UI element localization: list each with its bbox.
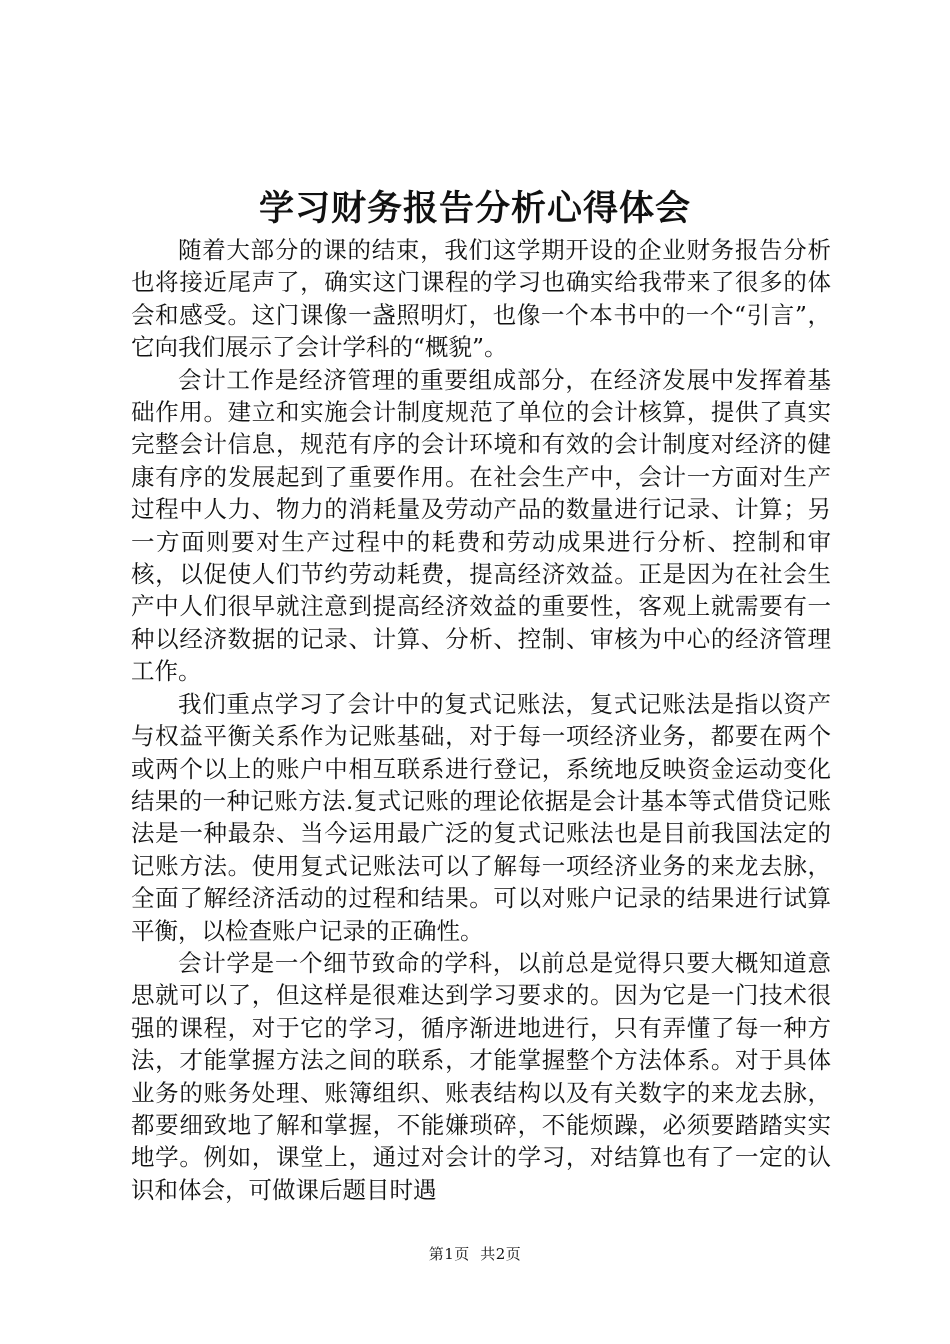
- document-title: 学习财务报告分析心得体会: [258, 188, 691, 229]
- paragraph-4: 会计学是一个细节致命的学科，以前总是觉得只要大概知道意思就可以了，但这样是很难达到学习要求的。因为它是一门技术很强的课程，对于它的学习，循序渐进地进行，只有弄懂了每一种方法，才能掌握方法之间的联系，才能掌握整个方法体系。对于具体业务的账务处理、账簿组织、账表结构以及有关数字的来龙去脉，都要细致地了解和掌握，不能嫌琐碎，不能烦躁，必须要踏踏实实地学。例如，课堂上，通过对会计的学习，对结算也有了一定的认识和体会，可做课后题目时遇: [131, 948, 831, 1204]
- document-body: [131, 234, 831, 1206]
- page-footer: 第1页 共2页: [428, 1245, 522, 1263]
- paragraph-1: 随着大部分的课的结束，我们这学期开设的企业财务报告分析也将接近尾声了，确实这门课程的学习也确实给我带来了很多的体会和感受。这门课像一盏照明灯，也像一个本书中的一个“引言”，它向我们展示了会计学科的“概貌”。: [131, 236, 831, 362]
- paragraph-3: 我们重点学习了会计中的复式记账法，复式记账法是指以资产与权益平衡关系作为记账基础，对于每一项经济业务，都要在两个或两个以上的账户中相互联系进行登记，系统地反映资金运动变化结果的一种记账方法.复式记账的理论依据是会计基本等式借贷记账法是一种最杂、当今运用最广泛的复式记账法也是目前我国法定的记账方法。使用复式记账法可以了解每一项经济业务的来龙去脉，全面了解经济活动的过程和结果。可以对账户记录的结果进行试算平衡，以检查账户记录的正确性。: [131, 689, 831, 945]
- paragraph-2: 会计工作是经济管理的重要组成部分，在经济发展中发挥着基础作用。建立和实施会计制度规范了单位的会计核算，提供了真实完整会计信息，规范有序的会计环境和有效的会计制度对经济的健康有序的发展起到了重要作用。在社会生产中，会计一方面对生产过程中人力、物力的消耗量及劳动产品的数量进行记录、计算；另一方面则要对生产过程中的耗费和劳动成果进行分析、控制和审核，以促使人们节约劳动耗费，提高经济效益。正是因为在社会生产中人们很早就注意到提高经济效益的重要性，客观上就需要有一种以经济数据的记录、计算、分析、控制、审核为中心的经济管理工作。: [131, 365, 831, 686]
